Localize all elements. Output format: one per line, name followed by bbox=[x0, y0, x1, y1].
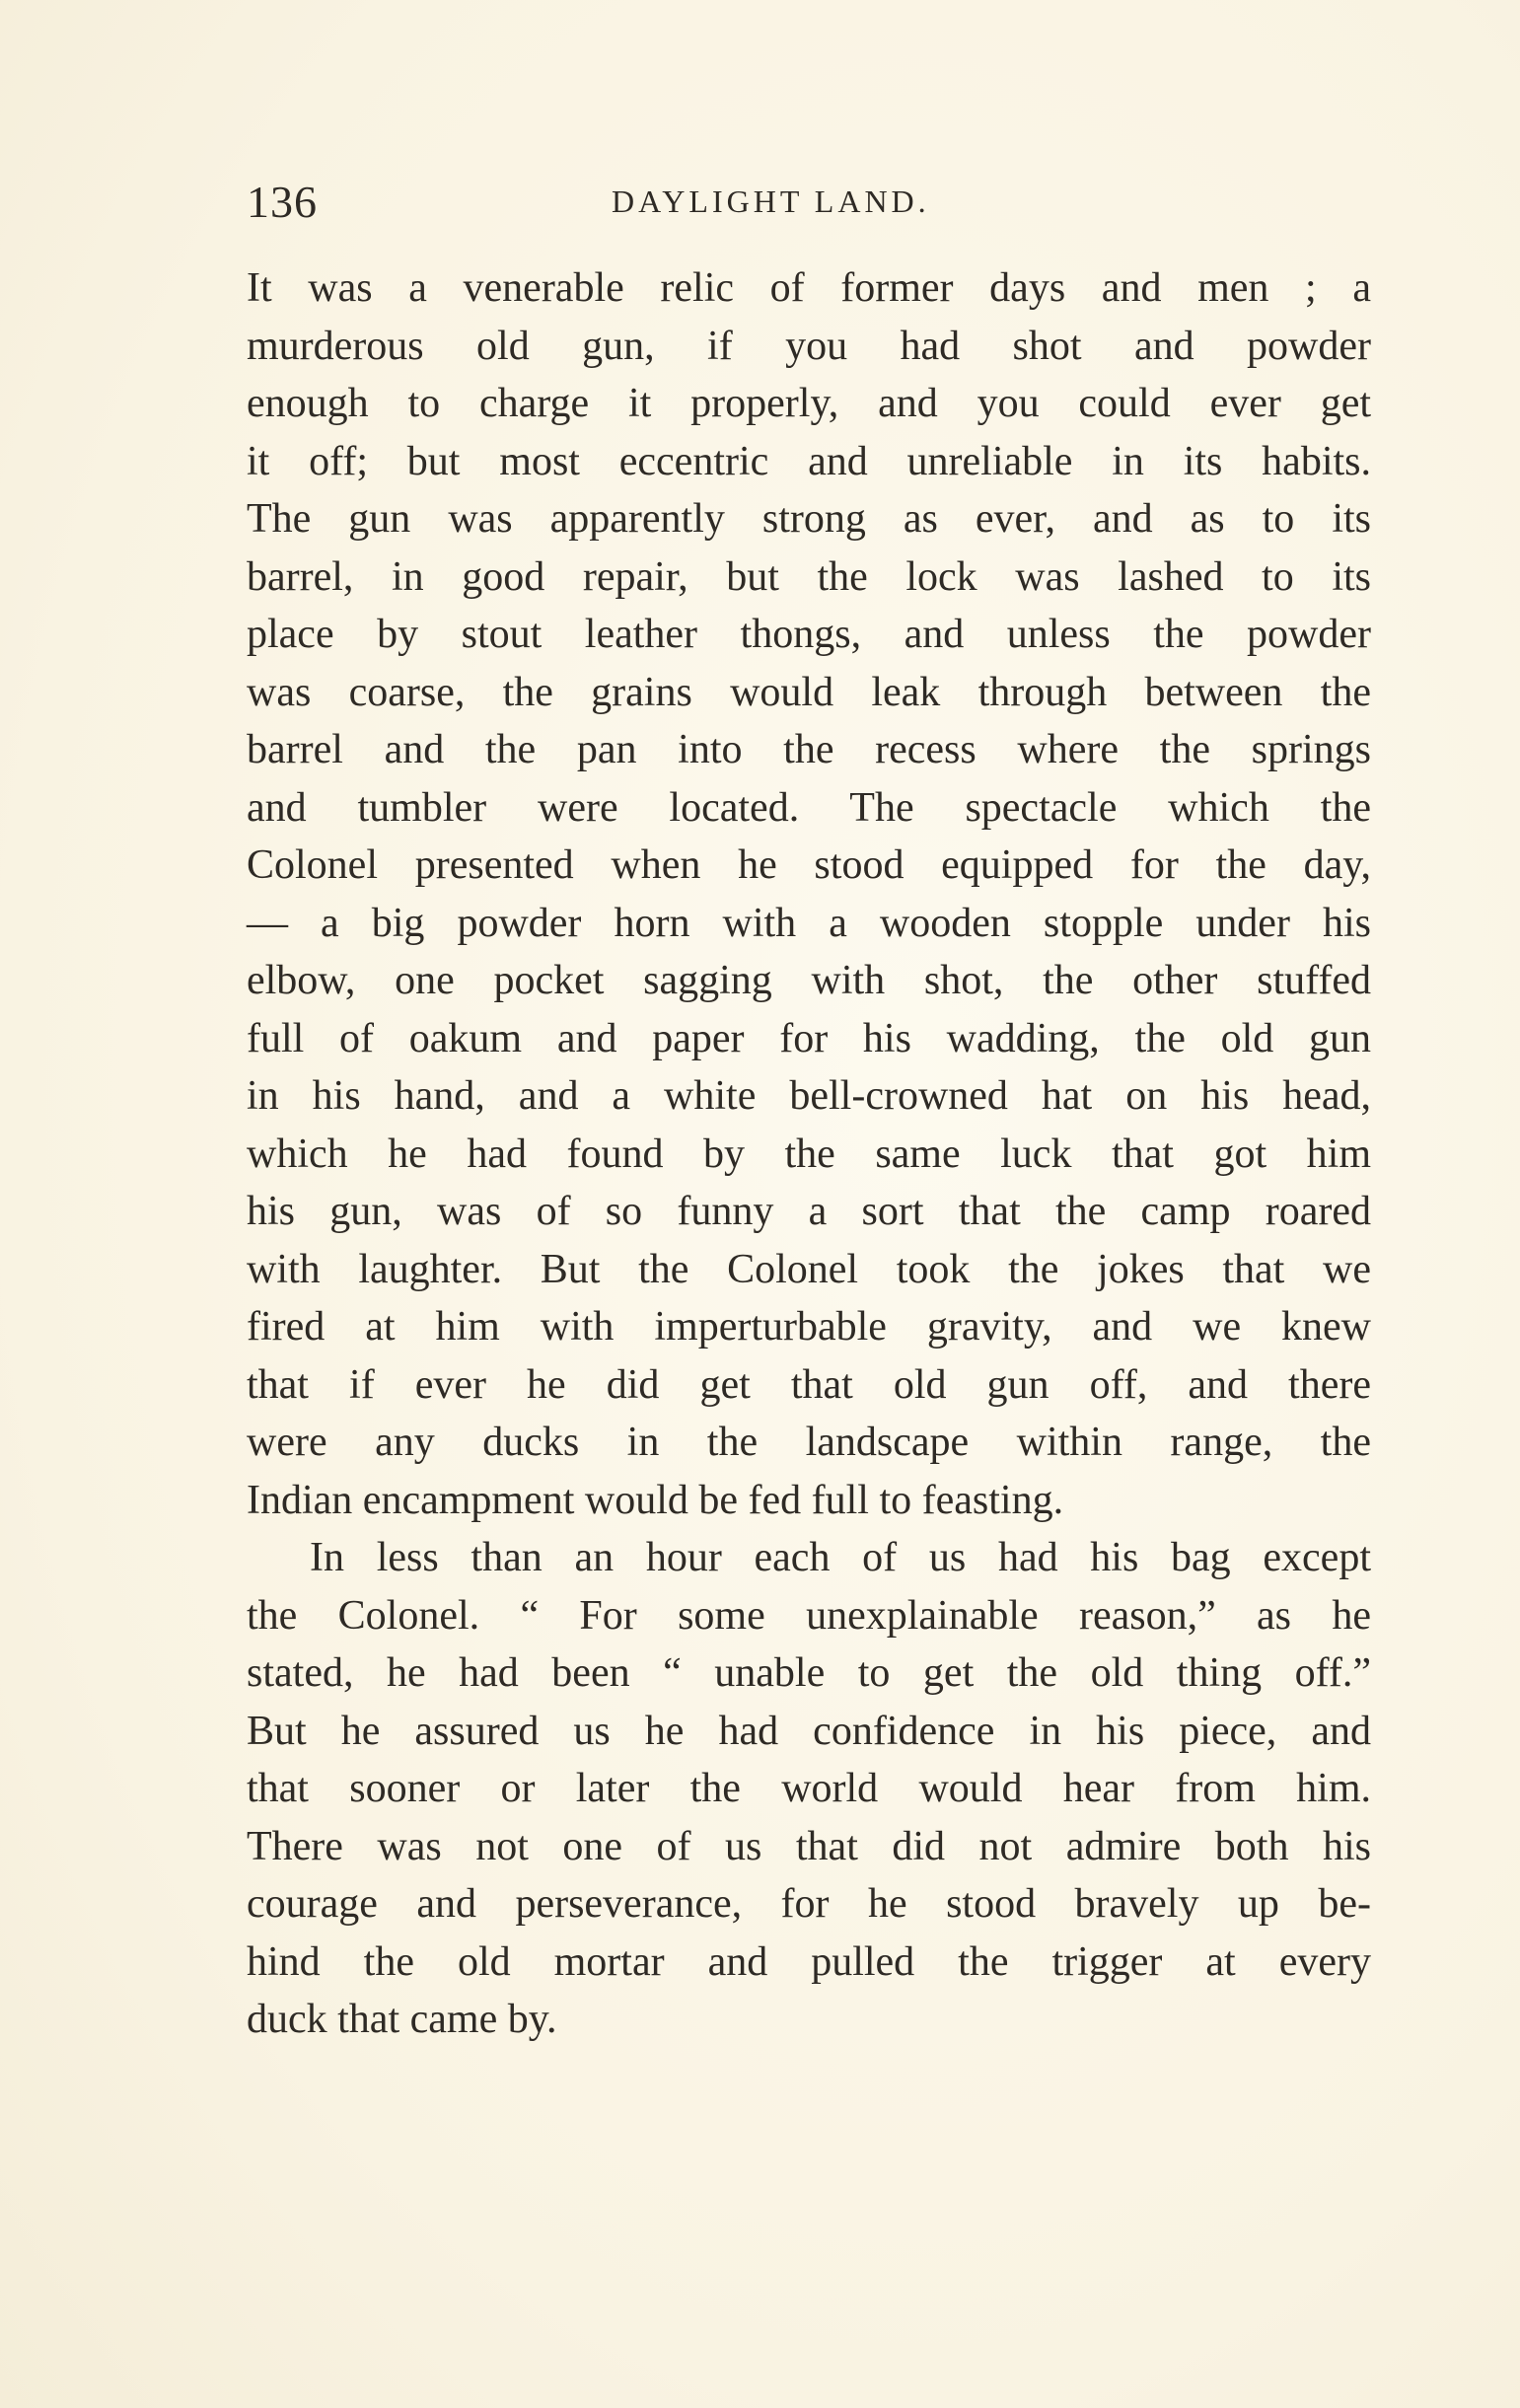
text-line: In less than an hour each of us had his bag except bbox=[310, 1535, 1371, 1580]
text-line: was coarse, the grains would leak through between the bbox=[247, 669, 1371, 715]
text-line: courage and perseverance, for he stood bravely up be- bbox=[247, 1881, 1371, 1927]
text-line: stated, he had been “ unable to get the old thing off.” bbox=[247, 1650, 1371, 1696]
text-line: hind the old mortar and pulled the trigger at every bbox=[247, 1938, 1371, 1985]
text-line: place by stout leather thongs, and unless the powder bbox=[247, 612, 1371, 657]
text-line: — a big powder horn with a wooden stopple under his bbox=[247, 900, 1371, 946]
text-line: in his hand, and a white bell-crowned hat on his head, bbox=[247, 1073, 1371, 1119]
running-head: DAYLIGHT LAND. bbox=[612, 183, 930, 219]
text-line: The gun was apparently strong as ever, and as to its bbox=[247, 496, 1371, 542]
text-line: fired at him with imperturbable gravity, and we knew bbox=[247, 1304, 1371, 1350]
page-header bbox=[247, 176, 1371, 245]
body-text bbox=[247, 259, 1371, 2049]
text-line: Indian encampment would be fed full to feasting. bbox=[247, 1477, 1064, 1523]
text-line: with laughter. But the Colonel took the jokes that we bbox=[247, 1246, 1371, 1292]
text-line: There was not one of us that did not admire both his bbox=[247, 1823, 1371, 1869]
text-line: It was a venerable relic of former days and men ; a bbox=[247, 265, 1371, 311]
text-line: duck that came by. bbox=[247, 1997, 557, 2042]
text-line: Colonel presented when he stood equipped for the day, bbox=[247, 842, 1371, 888]
text-line: and tumbler were located. The spectacle which the bbox=[247, 784, 1371, 831]
text-line: that sooner or later the world would hear from him. bbox=[247, 1766, 1371, 1811]
text-line: which he had found by the same luck that got him bbox=[247, 1131, 1371, 1177]
text-line: barrel, in good repair, but the lock was lashed to its bbox=[247, 553, 1371, 600]
text-line: that if ever he did get that old gun off, and there bbox=[247, 1361, 1371, 1408]
text-line: barrel and the pan into the recess where the springs bbox=[247, 727, 1371, 772]
text-line: But he assured us he had confidence in his piece, and bbox=[247, 1708, 1371, 1754]
text-line: were any ducks in the landscape within range, the bbox=[247, 1420, 1371, 1465]
text-line: murderous old gun, if you had shot and powder bbox=[247, 323, 1371, 369]
text-line: it off; but most eccentric and unreliable in its habits. bbox=[247, 438, 1371, 484]
page-number: 136 bbox=[247, 177, 318, 227]
text-line: elbow, one pocket sagging with shot, the other stuffed bbox=[247, 958, 1371, 1003]
text-line: enough to charge it properly, and you could ever get bbox=[247, 381, 1371, 426]
text-line: his gun, was of so funny a sort that the camp roared bbox=[247, 1189, 1371, 1234]
text-line: the Colonel. “ For some unexplainable reason,” as he bbox=[247, 1592, 1371, 1639]
text-line: full of oakum and paper for his wadding, the old gun bbox=[247, 1015, 1371, 1061]
